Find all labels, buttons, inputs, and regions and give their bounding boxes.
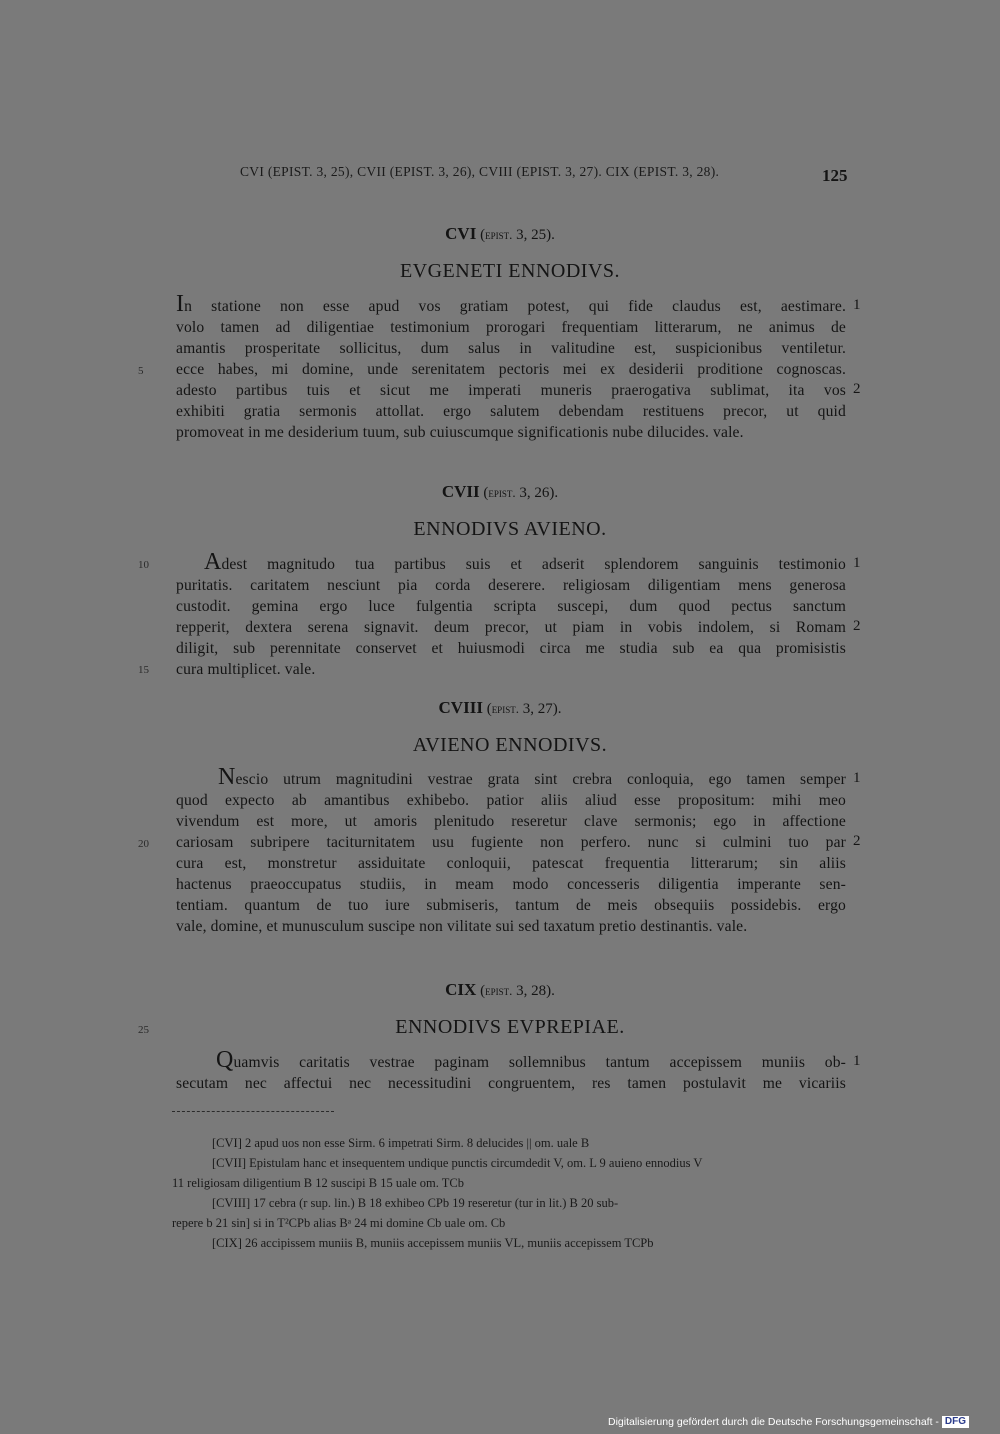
letter-number: CVIII — [438, 698, 483, 717]
letter-body — [176, 549, 846, 680]
line-number: 15 — [138, 664, 149, 676]
text-line: cura est, monstretur assiduitate conloquii, patescat frequentia litterarum; sin aliis — [176, 855, 846, 872]
apparatus-line: [CVIII] 17 cebra (r sup. lin.) B 18 exhibeo CPb 19 reseretur (tur in lit.) B 20 sub- — [212, 1196, 619, 1210]
line-number: 10 — [138, 559, 149, 571]
running-head: CVI (EPIST. 3, 25), CVII (EPIST. 3, 26), CVIII (EPIST. 3, 27). CIX (EPIST. 3, 28). — [240, 164, 720, 179]
letter-body — [176, 764, 846, 937]
letter-heading: CVI (epist. 3, 25). — [445, 224, 555, 243]
text-line: adesto partibus tuis et sicut me imperati muneris praerogativa sublimat, ita vos — [176, 382, 846, 399]
paragraph-number: 2 — [853, 381, 861, 397]
initial-letter: I — [176, 291, 185, 317]
text-line: In statione non esse apud vos gratiam potest, qui fide claudus est, aestimare. — [176, 291, 846, 317]
letter-title: ENNODIVS EVPREPIAE. — [395, 1016, 625, 1038]
text-line: cariosam subripere taciturnitatem usu fugiente non perfero. nunc si culmini tuo par — [176, 834, 846, 851]
text-line: ecce habes, mi domine, unde serenitatem pectoris mei ex desiderii proditione cognoscas. — [176, 361, 846, 378]
text-line: puritatis. caritatem nesciunt pia corda deserere. religiosam diligentiam mens generosa — [176, 577, 846, 594]
text-line: cura multiplicet. vale. — [176, 661, 316, 678]
line-number: 5 — [138, 365, 144, 377]
text-line: vale, domine, et munusculum suscipe non vilitate sui sed taxatum pretio destinantis. vale. — [176, 918, 748, 935]
apparatus-line: repere b 21 sin] si in T²CPb alias Bᵃ 24 mi domine Cb uale om. Cb — [172, 1216, 506, 1230]
letter-number: CVI — [445, 224, 477, 243]
text-line: repperit, dextera serena signavit. deum precor, ut piam in vobis indolem, si Romam — [176, 619, 846, 636]
letter-body — [176, 1047, 846, 1094]
text-line: custodit. gemina ergo luce fulgentia scripta suscepi, dum quod pectus sanctum — [176, 598, 846, 615]
text-line: secutam nec affectui nec necessitudini congruentem, res tamen postulavit me vicariis — [176, 1075, 846, 1092]
text-line: Quamvis caritatis vestrae paginam sollemnibus tantum accepissem muniis ob- — [176, 1052, 846, 1073]
text-line: hactenus praeoccupatus studiis, in meam modo concesseris diligentia imperante sen- — [176, 876, 846, 893]
letter-title: ENNODIVS AVIENO. — [413, 518, 607, 540]
critical-apparatus — [172, 1133, 852, 1253]
text-line: volo tamen ad diligentiae testimonium prorogari frequentiam litterarum, ne animus de — [176, 319, 846, 336]
text-line: quod expecto ab amantibus exhibebo. patior aliis aliud esse propositum: mihi meo — [176, 792, 846, 809]
paragraph-number: 1 — [853, 297, 861, 313]
text-line: vivendum est more, ut amoris plenitudo reseretur clave sermonis; ego in affectione — [176, 813, 846, 830]
initial-letter: A — [204, 549, 222, 575]
letter-number: CIX — [445, 980, 477, 999]
letter-title: EVGENETI ENNODIVS. — [399, 260, 621, 282]
text-line: exhibiti gratia sermonis attollat. ergo salutem debendam restituens precor, ut quid — [176, 403, 846, 420]
page-number: 125 — [822, 166, 848, 185]
apparatus-line: [CVI] 2 apud uos non esse Sirm. 6 impetrati Sirm. 8 delucides || om. uale B — [212, 1136, 590, 1150]
line-number: 25 — [138, 1024, 149, 1036]
funding-notice — [608, 1416, 969, 1428]
paragraph-number: 1 — [853, 555, 861, 571]
text-line: diligit, sub perennitate conservet et huiusmodi circa me studia sub ea qua promisistis — [176, 640, 846, 657]
text-line: Adest magnitudo tua partibus suis et adserit splendorem sanguinis testimonio — [176, 554, 846, 575]
text-line: Nescio utrum magnitudini vestrae grata sint crebra conloquia, ego tamen semper — [176, 769, 846, 790]
letter-heading: CVIII (epist. 3, 27). — [438, 698, 562, 717]
funding-text: Digitalisierung gefördert durch die Deutsche Forschungsgemeinschaft - — [608, 1416, 939, 1428]
paragraph-number: 2 — [853, 618, 861, 634]
dfg-logo: DFG — [942, 1416, 969, 1428]
text-line: promoveat in me desiderium tuum, sub cuiuscumque significationis nube dilucides. vale. — [176, 424, 744, 441]
apparatus-line: [CVII] Epistulam hanc et insequentem undique punctis circumdedit V, om. L 9 auieno ennodius V — [212, 1156, 703, 1170]
paragraph-number: 1 — [853, 1053, 861, 1069]
text-line: amantis prosperitate sollicitus, dum salus in valitudine est, suspicionibus ventiletur. — [176, 340, 846, 357]
letter-title: AVIENO ENNODIVS. — [412, 734, 608, 756]
letter-number: CVII — [441, 482, 480, 501]
letter-heading: CVII (epist. 3, 26). — [441, 482, 559, 501]
text-line: tentiam. quantum de tuo iure submiseris, tantum de meis obsequiis possidebis. ergo — [176, 897, 846, 914]
paragraph-number: 2 — [853, 833, 861, 849]
paragraph-number: 1 — [853, 770, 861, 786]
initial-letter: N — [218, 764, 236, 790]
footnote-rule — [172, 1111, 334, 1112]
apparatus-line: [CIX] 26 accipissem muniis B, muniis accepissem muniis VL, muniis accepissem TCPb — [212, 1236, 654, 1250]
apparatus-line: 11 religiosam diligentium B 12 suscipi B 15 uale om. TCb — [172, 1176, 464, 1190]
line-number: 20 — [138, 838, 149, 850]
letter-body — [176, 291, 846, 443]
letter-heading: CIX (epist. 3, 28). — [445, 980, 555, 999]
initial-letter: Q — [216, 1047, 234, 1073]
